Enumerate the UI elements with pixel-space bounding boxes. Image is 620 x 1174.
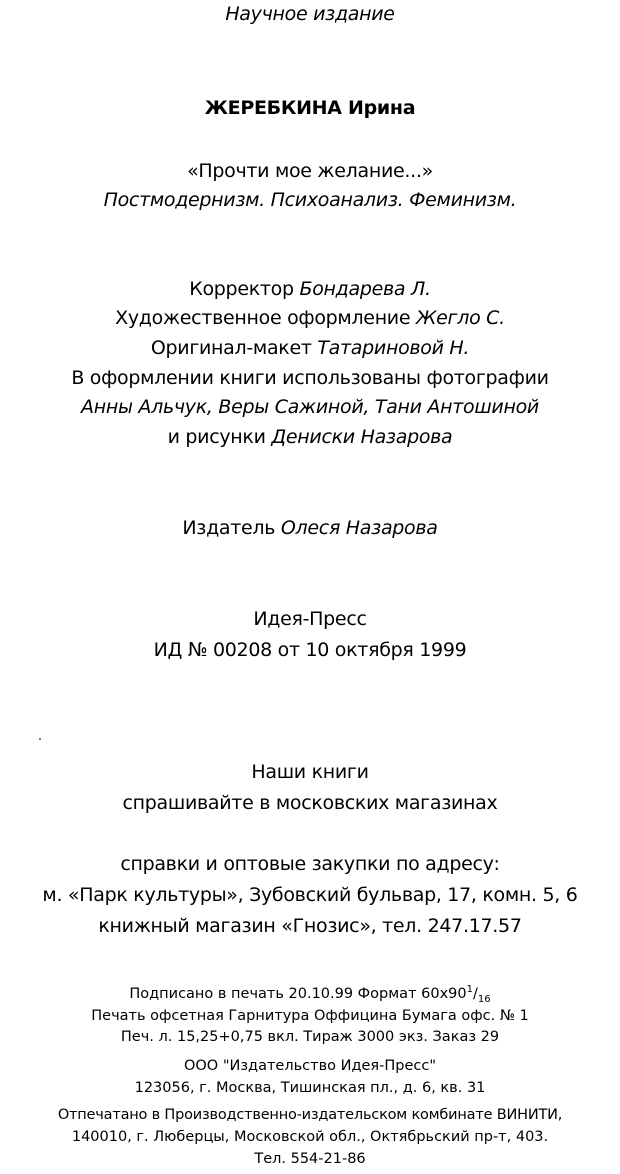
publishing-house: Идея-Пресс xyxy=(253,608,367,630)
publisher-label: Издатель xyxy=(182,517,281,539)
credit-photos-label: В оформлении книги использованы фотографии xyxy=(71,367,549,389)
imprint-signed xyxy=(0,984,620,1005)
publisher-name: Олеся Назарова xyxy=(280,517,438,539)
imprint-signed-text: Подписано в печать 20.10.99 Формат 60х90 xyxy=(129,986,467,1002)
credit-name: Жегло С. xyxy=(416,307,505,329)
shops-store: книжный магазин «Гнозис», тел. 247.17.57 xyxy=(98,915,522,937)
credit-label: Художественное оформление xyxy=(115,307,416,329)
publisher-license: ИД № 00208 от 10 октября 1999 xyxy=(153,639,467,661)
imprint-printer-address: 140010, г. Люберцы, Московской обл., Октябрьский пр-т, 403. xyxy=(71,1129,549,1145)
credit-design xyxy=(0,309,620,328)
credit-name: Дениски Назарова xyxy=(271,426,453,448)
shops-heading: Наши книги xyxy=(251,761,369,783)
stray-dot xyxy=(39,738,41,740)
imprint-print: Печать офсетная Гарнитура Оффицина Бумага офс. № 1 xyxy=(91,1008,529,1024)
credit-name: Татариновой Н. xyxy=(317,337,470,359)
credit-layout xyxy=(0,339,620,358)
book-subtitle: Постмодернизм. Психоанализ. Феминизм. xyxy=(103,189,517,211)
credit-name: Бондарева Л. xyxy=(299,278,431,300)
format-slash: / xyxy=(472,986,478,1002)
imprint-sheets: Печ. л. 15,25+0,75 вкл. Тираж 3000 экз. Заказ 29 xyxy=(120,1029,500,1045)
book-title: «Прочти мое желание...» xyxy=(187,160,433,182)
credit-photos-names: Анны Альчук, Веры Сажиной, Тани Антошиной xyxy=(81,396,539,418)
shops-line: спрашивайте в московских магазинах xyxy=(122,792,498,814)
imprint-company: ООО "Издательство Идея-Пресс" xyxy=(183,1058,436,1074)
imprint-company-address: 123056, г. Москва, Тишинская пл., д. 6, кв. 31 xyxy=(134,1080,486,1096)
imprint-printer: Отпечатано в Производственно-издательском комбинате ВИНИТИ, xyxy=(57,1107,563,1123)
credit-proofreader xyxy=(0,280,620,299)
credit-drawings xyxy=(0,428,620,447)
credit-label: Корректор xyxy=(189,278,300,300)
format-numerator: 1 xyxy=(466,984,473,996)
shops-address: м. «Парк культуры», Зубовский бульвар, 17, комн. 5, 6 xyxy=(42,884,578,906)
shops-inquiry: справки и оптовые закупки по адресу: xyxy=(120,853,500,875)
credit-label: Оригинал-макет xyxy=(150,337,318,359)
author-name: ЖЕРЕБКИНА Ирина xyxy=(204,97,416,119)
publisher-line xyxy=(0,519,620,538)
edition-type: Научное издание xyxy=(225,3,395,25)
imprint-printer-phone: Тел. 554-21-86 xyxy=(254,1151,366,1167)
format-denominator: 16 xyxy=(477,993,491,1005)
credit-label: и рисунки xyxy=(167,426,272,448)
